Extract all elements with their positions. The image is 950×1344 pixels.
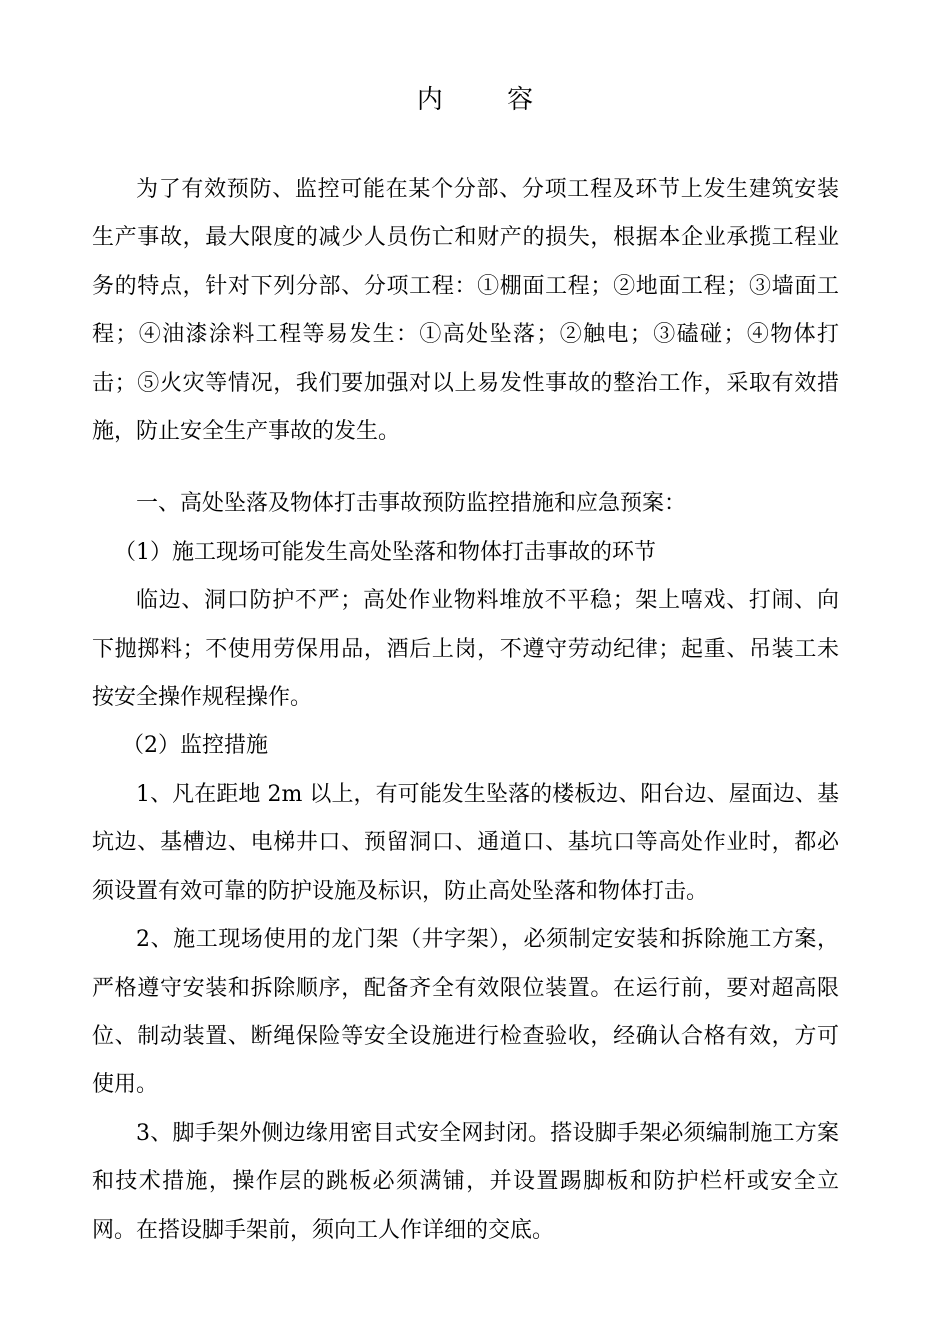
intro-paragraph: 为了有效预防、监控可能在某个分部、分项工程及环节上发生建筑安装生产事故，最大限度的减少人员伤亡和财产的损失，根据本企业承揽工程业务的特点，针对下列分部、分项工程：①棚面工程；②地面工程；③墙面工程；④油漆涂料工程等易发生：①高处坠落；②触电；③磕碰；④物体打击；⑤火灾等情况，我们要加强对以上易发性事故的整治工作，采取有效措施，防止安全生产事故的发生。	[92, 177, 839, 445]
page-title: 内 容	[416, 85, 562, 115]
subsection-paragraph: 临边、洞口防护不严；高处作业物料堆放不平稳；架上嘻戏、打闹、向下抛掷料；不使用劳保用品，酒后上岗，不遵守劳动纪律；起重、吊装工未按安全操作规程操作。	[92, 588, 839, 711]
list-item: 3、脚手架外侧边缘用密目式安全网封闭。搭设脚手架必须编制施工方案和技术措施，操作层的跳板必须满铺，并设置踢脚板和防护栏杆或安全立网。在搭设脚手架前，须向工人作详细的交底。	[92, 1120, 839, 1243]
subsection-heading: （2）监控措施	[122, 733, 268, 759]
subsection-heading: （1）施工现场可能发生高处坠落和物体打击事故的环节	[114, 539, 656, 565]
document-body	[92, 166, 839, 1255]
section-heading: 一、高处坠落及物体打击事故预防监控措施和应急预案：	[136, 491, 687, 517]
paragraph-gap	[92, 456, 839, 480]
list-item: 2、施工现场使用的龙门架（井字架），必须制定安装和拆除施工方案，严格遵守安装和拆除顺序，配备齐全有效限位装置。在运行前，要对超高限位、制动装置、断绳保险等安全设施进行检查验收，经确认合格有效，方可使用。	[92, 927, 839, 1098]
list-item: 1、凡在距地 2m 以上，有可能发生坠落的楼板边、阳台边、屋面边、基坑边、基槽边、电梯井口、预留洞口、通道口、基坑口等高处作业时，都必须设置有效可靠的防护设施及标识，防止高处坠落和物体打击。	[92, 781, 839, 904]
